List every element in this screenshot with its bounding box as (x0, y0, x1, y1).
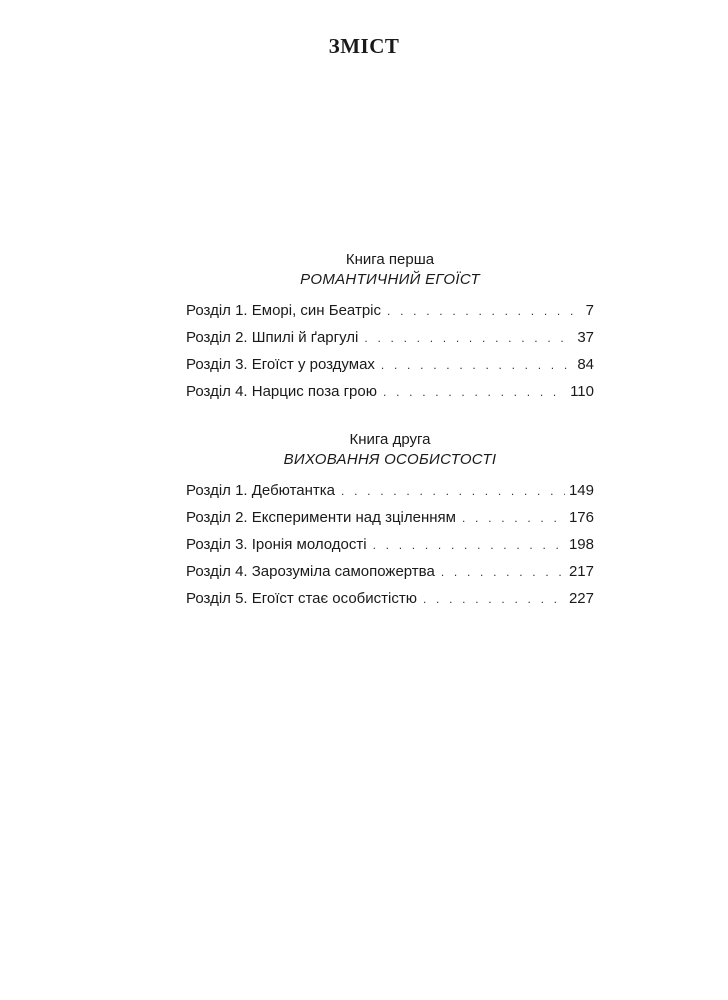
page-number: 198 (568, 536, 594, 553)
book-section-1 (186, 250, 594, 405)
page-number: 110 (570, 383, 594, 400)
book-title: РОМАНТИЧНИЙ ЕГОЇСТ (300, 271, 480, 288)
chapter-title: Розділ 1. Еморі, син Беатріс (186, 302, 381, 319)
toc-entry[interactable] (186, 585, 594, 612)
toc-entry[interactable] (186, 477, 594, 504)
dot-leader (441, 559, 565, 586)
toc-entry[interactable] (186, 378, 594, 405)
toc-entry[interactable] (186, 531, 594, 558)
chapter-title: Розділ 5. Егоїст стає особистістю (186, 590, 417, 607)
page-number: 227 (568, 590, 594, 607)
chapter-title: Розділ 3. Іронія молодості (186, 536, 367, 553)
dot-leader (462, 505, 565, 532)
book-label: Книга друга (349, 431, 431, 448)
toc-entry[interactable] (186, 297, 594, 324)
dot-leader (373, 532, 565, 559)
dot-leader (423, 586, 565, 613)
dot-leader (364, 325, 573, 352)
page-number: 149 (568, 482, 594, 499)
chapter-title: Розділ 1. Дебютантка (186, 482, 336, 499)
dot-leader (383, 379, 566, 406)
chapter-list (186, 477, 594, 612)
chapter-list (186, 297, 594, 405)
chapter-title: Розділ 4. Нарцис поза грою (186, 383, 377, 400)
toc-entry[interactable] (186, 351, 594, 378)
page-number: 176 (568, 509, 594, 526)
toc-entry[interactable] (186, 504, 594, 531)
book-title: ВИХОВАННЯ ОСОБИСТОСТІ (283, 451, 497, 468)
book-section-2 (186, 430, 594, 612)
page-number: 217 (568, 563, 594, 580)
toc-entry[interactable] (186, 558, 594, 585)
page-title: ЗМІСТ (328, 34, 400, 58)
page-number: 7 (585, 302, 594, 319)
page-number: 37 (577, 329, 594, 346)
chapter-title: Розділ 4. Зарозуміла самопожертва (186, 563, 435, 580)
book-label: Книга перша (345, 251, 435, 268)
chapter-title: Розділ 2. Експерименти над зціленням (186, 509, 456, 526)
dot-leader (341, 478, 565, 505)
dot-leader (381, 352, 573, 379)
chapter-title: Розділ 2. Шпилі й ґаргулі (186, 329, 359, 346)
page-number: 84 (577, 356, 594, 373)
chapter-title: Розділ 3. Егоїст у роздумах (186, 356, 375, 373)
toc-entry[interactable] (186, 324, 594, 351)
dot-leader (387, 298, 582, 325)
